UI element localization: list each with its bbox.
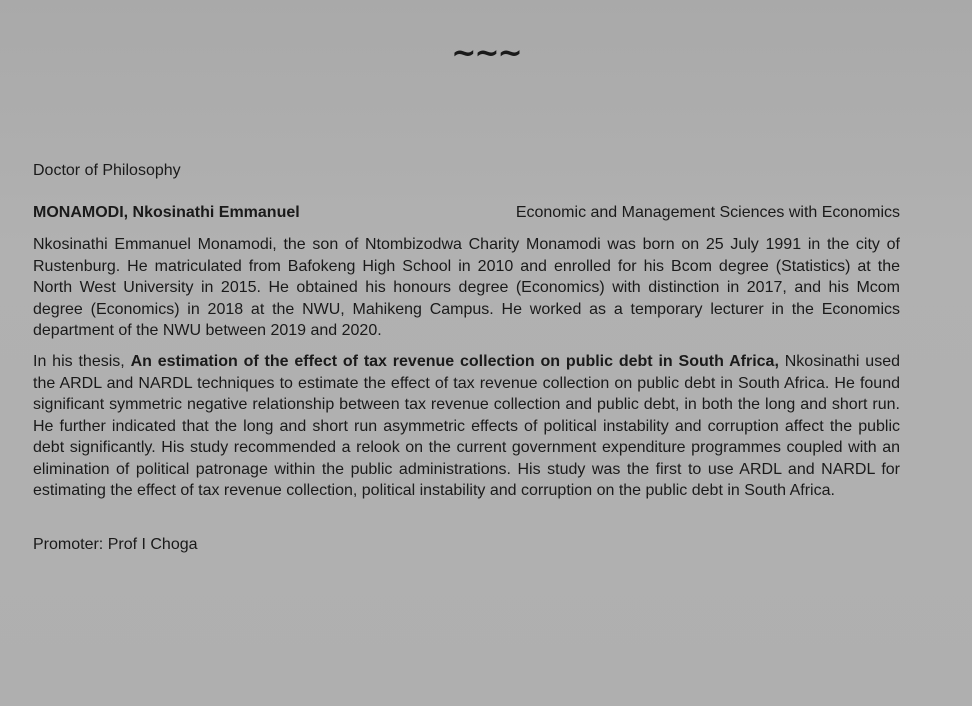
degree-title: Doctor of Philosophy [33, 162, 181, 179]
thesis-intro: In his thesis, [33, 353, 131, 370]
thesis-summary: Nkosinathi used the ARDL and NARDL techniques to estimate the effect of tax revenue collection on public debt in South Africa. He found significant symmetric negative relationship between tax revenue collection and public debt, in both the long and short run. He further indicated that the long and short run asymmetric effects of political instability and corruption affect the public debt significantly. His study recommended a relook on the current government expenditure programmes coupled with an elimination of political patronage within the public administrations. His study was the first to use ARDL and NARDL for estimating the effect of tax revenue collection, political instability and corruption on the public debt in South Africa. [33, 353, 900, 499]
candidate-faculty: Economic and Management Sciences with Economics [515, 204, 900, 221]
ornament-divider: ~~~ [451, 36, 521, 71]
thesis-title: An estimation of the effect of tax revenue collection on public debt in South Africa, [130, 353, 779, 370]
thesis-paragraph [33, 351, 900, 502]
candidate-name: MONAMODI, Nkosinathi Emmanuel [33, 204, 300, 221]
promoter-line: Promoter: Prof I Choga [33, 536, 198, 553]
candidate-row [33, 203, 900, 223]
biography-paragraph: Nkosinathi Emmanuel Monamodi, the son of Ntombizodwa Charity Monamodi was born on 25 July 1991 in the city of Rustenburg. He matriculated from Bafokeng High School in 2010 and enrolled for his Bcom degree (Statistics) at the North West University in 2015. He obtained his honours degree (Economics) with distinction in 2017, and his Mcom degree (Economics) in 2018 at the NWU, Mahikeng Campus. He worked as a temporary lecturer in the Economics department of the NWU between 2019 and 2020. [33, 236, 900, 339]
